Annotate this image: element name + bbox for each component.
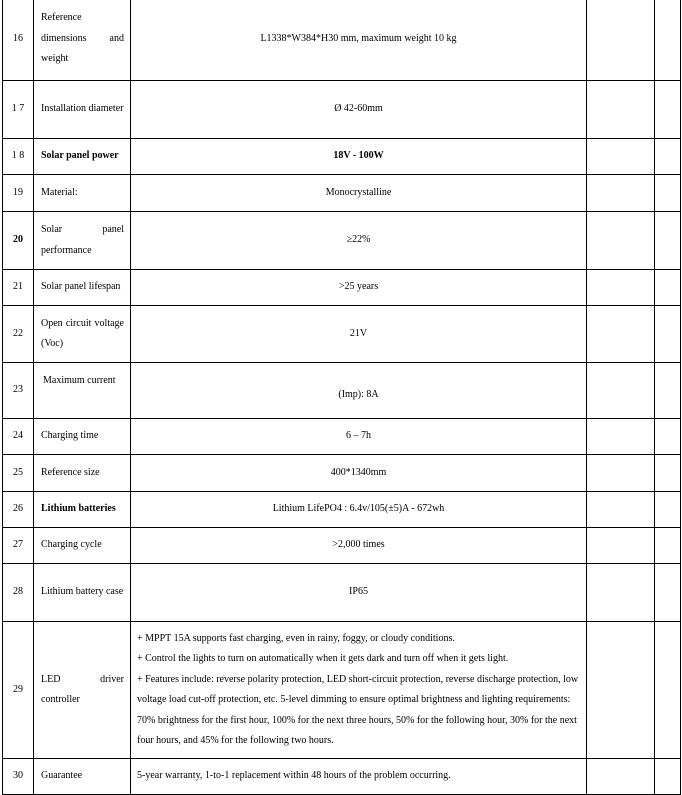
- empty-cell: [587, 306, 655, 363]
- row-label: Charging time: [34, 419, 131, 455]
- row-label: Solar panel power: [34, 139, 131, 175]
- row-label: Lithium batteries: [34, 492, 131, 528]
- row-value: Lithium LifePO4 : 6.4v/105(±5)A - 672wh: [131, 492, 587, 528]
- row-number: 27: [3, 528, 34, 564]
- row-number: 30: [3, 759, 34, 795]
- row-label: LED driver controller: [34, 622, 131, 759]
- row-number: 29: [3, 622, 34, 759]
- row-label: Guarantee: [34, 759, 131, 795]
- row-number: 26: [3, 492, 34, 528]
- row-number: 28: [3, 564, 34, 622]
- table-row: [3, 0, 681, 81]
- table-row: [3, 363, 681, 419]
- empty-cell: [587, 622, 655, 759]
- empty-cell: [655, 492, 681, 528]
- row-value: 18V - 100W: [131, 139, 587, 175]
- empty-cell: [587, 492, 655, 528]
- row-value: ≥22%: [131, 212, 587, 270]
- controller-feature-line: + Features include: reverse polarity protection, LED short-circuit protection, reverse discharge protection, low voltage load cut-off protection, etc. 5-level dimming to ensure optimal brightness and lighting requirements: 70% brightness for the first hour, 100% for the next three hours, 50% for the following hour, 30% for the next four hours, and 45% for the following two hours.: [137, 673, 579, 746]
- empty-cell: [587, 81, 655, 139]
- empty-cell: [655, 622, 681, 759]
- row-value: (Imp): 8A: [131, 363, 587, 419]
- empty-cell: [655, 306, 681, 363]
- row-label: Reference dimensions and weight: [34, 0, 131, 81]
- empty-cell: [587, 0, 655, 81]
- row-value: >2,000 times: [131, 528, 587, 564]
- row-value: [131, 622, 587, 759]
- empty-cell: [587, 139, 655, 175]
- table-row: [3, 306, 681, 363]
- row-label: Lithium battery case: [34, 564, 131, 622]
- empty-cell: [587, 270, 655, 306]
- row-value: 6 – 7h: [131, 419, 587, 455]
- empty-cell: [655, 419, 681, 455]
- row-number: 25: [3, 455, 34, 492]
- table-row: [3, 564, 681, 622]
- empty-cell: [655, 455, 681, 492]
- row-number: 22: [3, 306, 34, 363]
- row-number: 1 7: [3, 81, 34, 139]
- empty-cell: [587, 564, 655, 622]
- table-row: [3, 81, 681, 139]
- empty-cell: [655, 212, 681, 270]
- row-value: 21V: [131, 306, 587, 363]
- table-row: [3, 622, 681, 759]
- row-value: L1338*W384*H30 mm, maximum weight 10 kg: [131, 0, 587, 81]
- empty-cell: [587, 175, 655, 212]
- empty-cell: [655, 363, 681, 419]
- empty-cell: [587, 528, 655, 564]
- row-label: Solar panel lifespan: [34, 270, 131, 306]
- empty-cell: [587, 363, 655, 419]
- table-row: [3, 139, 681, 175]
- row-value: 400*1340mm: [131, 455, 587, 492]
- row-value: 5-year warranty, 1-to-1 replacement within 48 hours of the problem occurring.: [131, 759, 587, 795]
- table-row: [3, 492, 681, 528]
- table-row: [3, 455, 681, 492]
- table-row: [3, 270, 681, 306]
- empty-cell: [655, 0, 681, 81]
- row-number: 24: [3, 419, 34, 455]
- empty-cell: [587, 759, 655, 795]
- table-row: [3, 759, 681, 795]
- row-number: 1 8: [3, 139, 34, 175]
- row-label: Charging cycle: [34, 528, 131, 564]
- empty-cell: [655, 528, 681, 564]
- row-label: Open circuit voltage (Voc): [34, 306, 131, 363]
- row-label: Reference size: [34, 455, 131, 492]
- row-value: Monocrystalline: [131, 175, 587, 212]
- empty-cell: [655, 270, 681, 306]
- row-label: Material:: [34, 175, 131, 212]
- controller-feature-line: + Control the lights to turn on automatically when it gets dark and turn off when it gets light.: [137, 653, 509, 664]
- row-value: IP65: [131, 564, 587, 622]
- row-value: >25 years: [131, 270, 587, 306]
- empty-cell: [655, 759, 681, 795]
- empty-cell: [587, 455, 655, 492]
- row-label: Solar panel performance: [34, 212, 131, 270]
- empty-cell: [655, 175, 681, 212]
- empty-cell: [655, 564, 681, 622]
- table-row: [3, 212, 681, 270]
- controller-feature-line: + MPPT 15A supports fast charging, even in rainy, foggy, or cloudy conditions.: [137, 632, 455, 644]
- empty-cell: [655, 139, 681, 175]
- row-number: 16: [3, 0, 34, 81]
- row-number: 20: [3, 212, 34, 270]
- spec-table: [2, 0, 681, 795]
- row-number: 23: [3, 363, 34, 419]
- empty-cell: [655, 81, 681, 139]
- row-label: Installation diameter: [34, 81, 131, 139]
- table-row: [3, 419, 681, 455]
- table-row: [3, 528, 681, 564]
- empty-cell: [587, 212, 655, 270]
- table-row: [3, 175, 681, 212]
- row-label: Maximum current: [34, 363, 131, 419]
- row-number: 21: [3, 270, 34, 306]
- empty-cell: [587, 419, 655, 455]
- row-number: 19: [3, 175, 34, 212]
- row-value: Ø 42-60mm: [131, 81, 587, 139]
